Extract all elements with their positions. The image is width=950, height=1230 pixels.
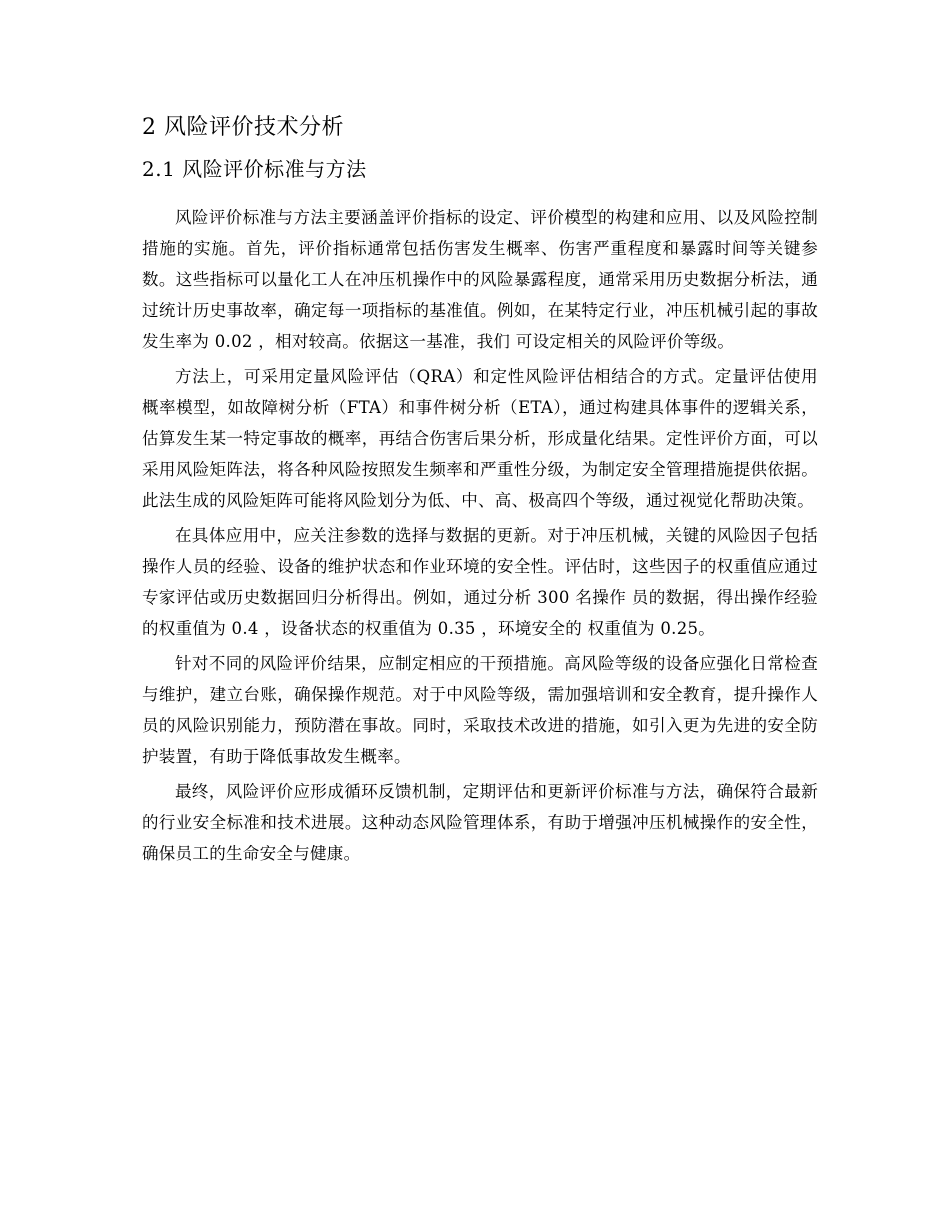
paragraph-2: 方法上，可采用定量风险评估（QRA）和定性风险评估相结合的方式。定量评估使用概率模型，如故障树分析（FTA）和事件树分析（ETA），通过构建具体事件的逻辑关系，估算发生某一特定事故的概率，再结合伤害后果分析，形成量化结果。定性评价方面，可以采用风险矩阵法，将各种风险按照发生频率和严重性分级，为制定安全管理措施提供依据。此法生成的风险矩阵可能将风险划分为低、中、高、极高四个等级，通过视觉化帮助决策。 — [142, 367, 818, 510]
section-heading: 2 风险评价技术分析 — [142, 115, 344, 140]
paragraph-1: 风险评价标准与方法主要涵盖评价指标的设定、评价模型的构建和应用、以及风险控制措施的实施。首先，评价指标通常包括伤害发生概率、伤害严重程度和暴露时间等关键参数。这些指标可以量化工人在冲压机操作中的风险暴露程度，通常采用历史数据分析法，通过统计历史事故率，确定每一项指标的基准值。例如，在某特定行业，冲压机械引起的事故发生率为 0.02 ，相对较高。依据这一基准，我们 可设定相关的风险评价等级。 — [142, 208, 818, 351]
document-body — [142, 112, 818, 873]
paragraph-5: 最终，风险评价应形成循环反馈机制，定期评估和更新评价标准与方法，确保符合最新的行业安全标准和技术进展。这种动态风险管理体系，有助于增强冲压机械操作的安全性，确保员工的生命安全与健康。 — [142, 782, 818, 863]
subsection-heading: 2.1 风险评价标准与方法 — [142, 157, 367, 181]
paragraph-3: 在具体应用中，应关注参数的选择与数据的更新。对于冲压机械，关键的风险因子包括操作人员的经验、设备的维护状态和作业环境的安全性。评估时，这些因子的权重值应通过专家评估或历史数据回归分析得出。例如，通过分析 300 名操作 员的数据，得出操作经验的权重值为 0.4 ，设备状态的权重值为 0.35 ，环境安全的 权重值为 0.25。 — [142, 526, 818, 638]
paragraph-4: 针对不同的风险评价结果，应制定相应的干预措施。高风险等级的设备应强化日常检查与维护，建立台账，确保操作规范。对于中风险等级，需加强培训和安全教育，提升操作人员的风险识别能力，预防潜在事故。同时，采取技术改进的措施，如引入更为先进的安全防护装置，有助于降低事故发生概率。 — [142, 654, 818, 766]
